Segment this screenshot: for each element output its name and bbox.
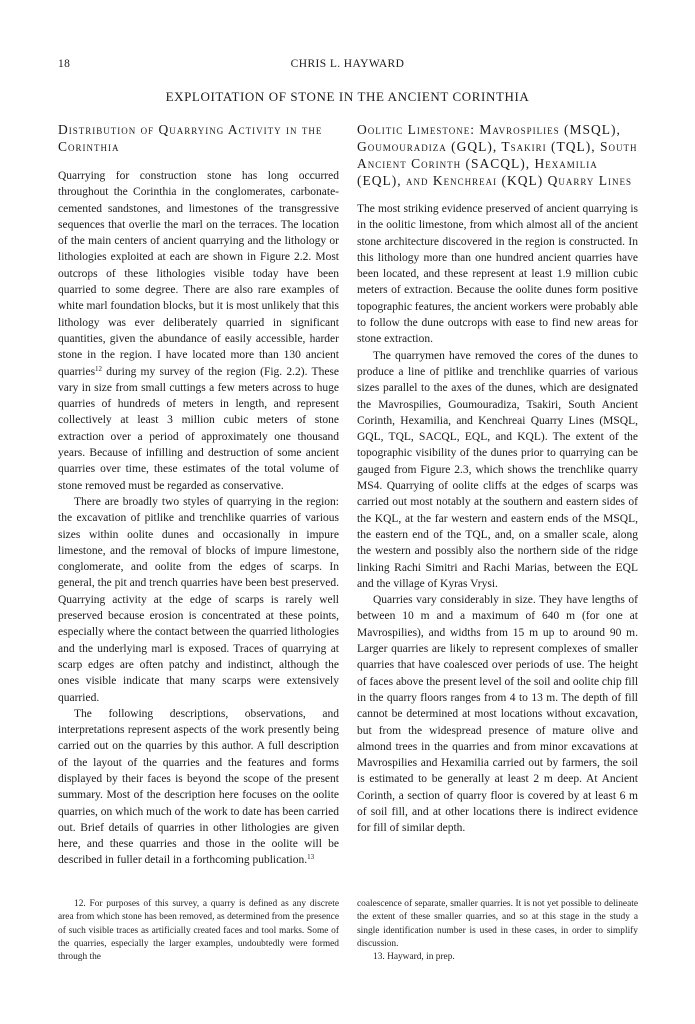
left-column [58, 121, 339, 869]
paragraph: The quarrymen have removed the cores of the dunes to produce a line of pitlike and trenchlike quarries of various sizes parallel to the axes of the dunes, which are designated the Mavrospilies, Goumouradiza, Tsakiri, South Ancient Corinth, Hexamilia, and Kenchreai Quarry Lines (MSQL, GQL, TQL, SACQL, EQL, and KQL). The extent of the topographic visibility of the dunes prior to quarrying can be gauged from Figure 2.3, which shows the trenchlike quarry MS4. Quarrying of oolite cliffs at the edges of scarps was carried out most notably at the southern and eastern sides of the KQL, at the far western and eastern ends of the MSQL, the eastern end of the TQL, and, on a smaller scale, along the western and possibly also the northern side of the ridge linking Rachi Simitri and Rachi Marias, between the EQL and the village of Kyras Vrysi. [357, 349, 638, 590]
paragraph: There are broadly two styles of quarrying in the region: the excavation of pitlike and trenchlike quarries of various sizes within oolite dunes and occasionally in impure limestone, and the removal of blocks of impure limestone, conglomerate, and oolite from the edges of scarps. In general, the pit and trench quarries have been best preserved. Quarrying activity at the edge of scarps is rarely well preserved because erosion is concentrated at these points, especially where the contact between the quarried lithologies and the underlying marl is exposed. Traces of quarrying at scarp edges are often patchy and indistinct, although the ones visible indicate that many scarps were extensively quarried. [58, 495, 339, 704]
paragraph: Quarrying for construction stone has long occurred throughout the Corinthia in the conglomerates, carbonate-cemented sandstones, and limestones of the transgressive sequences that overlie the marl on the terraces. The location of the main centers of ancient quarrying and the lithology or lithologies exploited at each are shown in Figure 2.2. Most outcrops of these lithologies visible today have been quarried to some degree. There are also rare examples of white marl foundation blocks, but it is most unlikely that this lithology was ever deliberately quarried in significant quantities, given the abundance of easily accessible, harder stone in the region. I have located more than 130 ancient quarries$^{12}$ during my survey of the region (Fig. 2.2). These vary in size from small cuttings a few meters across to huge quarries of hundreds of meters in length, and represent collectively at least 3 million cubic meters of stone extraction over a period of approximately one thousand years. Because of infilling and destruction of some ancient quarries over time, these estimates of the total volume of stone removed must be regarded as conservative. [58, 170, 339, 492]
footnote-12: 12. For purposes of this survey, a quarry is defined as any discrete area from which stone has been removed, as determined from the presence of such visible traces as artificially created faces and tool marks. Some of the quarries, especially the larger examples, undoubtedly were formed through the [58, 899, 339, 963]
right-column [357, 121, 638, 837]
page-number: 18 [58, 58, 71, 70]
footnote-13: 13. Hayward, in prep. [373, 952, 455, 963]
chapter-title: EXPLOITATION OF STONE IN THE ANCIENT CORINTHIA [165, 89, 530, 104]
footnote-12-continuation: coalescence of separate, smaller quarries. It is not yet possible to delineate the extent of these smaller quarries, and so at this stage in the study a single identification number is used in these cases, in order to simplify discussion. [357, 899, 638, 949]
section-heading-distribution: Distribution of Quarrying Activity in the Corinthia [58, 122, 323, 154]
section-heading-oolitic-limestone: Oolitic Limestone: Mavrospilies (MSQL), Goumouradiza (GQL), Tsakiri (TQL), South Ancient Corinth (SACQL), Hexamilia (EQL), and Kenchreai (KQL) Quarry Lines [357, 122, 638, 188]
running-head [58, 58, 637, 72]
running-head-author: CHRIS L. HAYWARD [290, 58, 405, 70]
footnotes-right [357, 898, 638, 964]
footnotes-left [58, 898, 339, 964]
footnote-ref-13: 13 [307, 853, 315, 862]
footnote-ref-12: 12 [95, 364, 103, 373]
paragraph: The following descriptions, observations, and interpretations represent aspects of the work presently being carried out on the quarries by this author. A full description of the layout of the quarries and the features and forms displayed by their faces is beyond the scope of the present summary. Most of the description here focuses on the oolite quarries, on which much of the work to date has been carried out. Brief details of quarries in other lithologies are given here, and these quarries and those in the oolite will be described in fuller detail in a forthcoming publication.$^{13}$ [58, 707, 340, 867]
paragraph: Quarries vary considerably in size. They have lengths of between 10 m and a maximum of 640 m (for one at Mavrospilies), and widths from 15 m up to around 90 m. Larger quarries are likely to represent complexes of smaller quarries that have coalesced over periods of use. The height of faces above the present level of the soil and oolite chip fill in the quarry floors ranges from 4 to 13 m. The depth of fill cannot be determined at most locations without excavation, but from the widespread presence of mature olive and almond trees in the quarries and from minor excavations at Mavrospilies and Hexamilia carried out by farmers, the soil is estimated to be generally at least 2 m deep. At Ancient Corinth, a section of quarry floor is covered by at least 6 m of soil fill, and at other locations there is indirect evidence for fill of similar depth. [357, 594, 639, 835]
paragraph: The most striking evidence preserved of ancient quarrying is in the oolitic limestone, from which almost all of the ancient stone architecture discovered in the region is constructed. In this lithology more than one hundred ancient quarries have been located, and these represent at least 1.9 million cubic meters of extraction. Because the oolite dunes form positive topographic features, the ancient workers were probably able to follow the dune outcrops with ease to find new areas for stone extraction. [357, 203, 638, 346]
